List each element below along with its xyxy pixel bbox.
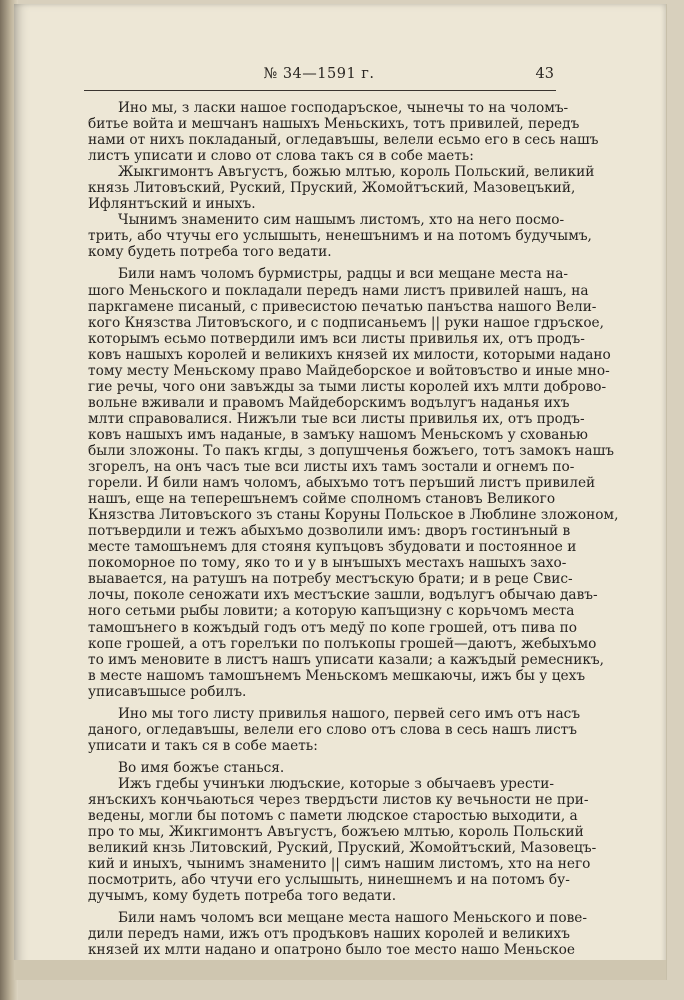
text-line: гие речы, чого они завъжды за тыми листы королей ихъ млти доброво- (88, 378, 607, 395)
text-line: дили передъ нами, ижъ отъ продъковъ наших королей и великихъ (88, 926, 570, 943)
text-line: про то мы, Жикгимонтъ Авъгустъ, божъею млтью, король Польский (88, 824, 584, 841)
text-line: нами от нихъ покладаный, огледавъшы, велели есьмо его в сесь нашъ (88, 132, 599, 149)
text-line: Ижъ гдебы учинъки людъские, которые з обычаевъ урести- (118, 775, 554, 792)
paragraph (88, 705, 581, 754)
text-line: янъскихъ кончьаються через твердъсти листов ку вечьности не при- (88, 791, 589, 808)
text-line: выавается, на ратушъ на потребу местъскую брати; и в реце Свис- (88, 571, 573, 588)
text-line: згорелъ, на онъ часъ тые вси листы ихъ тамъ зостали и огнемъ по- (88, 459, 575, 476)
text-line: Князства Литовъского зъ станы Коруны Польское в Люблине зложоном, (88, 507, 619, 524)
text-line: князей их млти надано и опатроно было тое место нашо Меньское (88, 942, 575, 959)
text-line: Жыкгимонтъ Авъгустъ, божью млтью, король Польский, великий (118, 164, 595, 181)
text-line: Били намъ чоломъ бурмистры, радцы и вси мещане места на- (118, 266, 569, 283)
text-line: великий кнзь Литовский, Руский, Пруский, Жомойтъский, Мазовецъ- (88, 840, 597, 857)
text-line: Во имя божъе станься. (118, 759, 285, 776)
text-line: то имъ меновите в листъ нашъ уписати казали; а кажъдый ремесникъ, (88, 651, 604, 668)
text-line: Били намъ чоломъ вси мещане места нашого Меньского и пове- (118, 910, 588, 927)
text-line: Ифлянтъский и иныхъ. (88, 196, 256, 213)
header-rule (84, 90, 556, 91)
paragraph (88, 212, 592, 261)
text-line: копе грошей, а отъ горелъки по полъкопы грошей—даютъ, жебыхъмо (88, 635, 597, 652)
text-line: уписавъшысе робилъ. (88, 683, 247, 700)
text-line: Ино мы того листу привилья нашого, первей сего имъ отъ насъ (118, 705, 581, 722)
text-line: битье войта и мешчанъ нашыхъ Меньскихъ, тотъ привилей, передъ (88, 116, 580, 133)
text-line: ведены, могли бы потомъ с памети людское старостью выходити, а (88, 808, 578, 825)
text-line: князь Литовъский, Руский, Пруский, Жомойтъский, Мазовецъкий, (88, 180, 576, 197)
text-line: которымъ есьмо потвердили имъ вси листы привилья их, отъ продъ- (88, 330, 585, 347)
text-line: месте тамошънемъ для стояня купъцовъ збудовати и постоянное и (88, 539, 577, 556)
text-line: вольне вживали и правомъ Майдеборскимъ водълугъ наданья ихъ (88, 394, 570, 411)
text-line: даного, огледавъшы, велели его слово отъ слова в сесь нашъ листъ (88, 721, 577, 738)
text-line: в месте нашомъ тамошънемъ Меньскомъ мешкаючы, ижъ бы у цехъ (88, 667, 586, 684)
text-line: ного сетьми рыбы ловити; а которую капъщизну с корьчомъ места (88, 603, 575, 620)
text-line: млти справовалися. Нижъли тые вси листы привилья их, отъ продъ- (88, 410, 585, 427)
paragraph (88, 164, 595, 213)
text-line: лочы, поколе сеножати ихъ местъские зашли, водълугъ обычаю давъ- (88, 587, 598, 604)
text-line: горели. И били намъ чоломъ, абыхъмо тотъ перъший листъ привилей (88, 475, 596, 492)
text-line: трить, або чтучы его услышыть, ненешънимъ и на потомъ будучымъ, (88, 228, 592, 245)
text-line: были зложоны. То пакъ кгды, з допушченья божъего, тотъ замокъ нашъ (88, 442, 614, 459)
paragraph (88, 910, 588, 959)
running-header (84, 66, 554, 88)
text-line: нашъ, еще на теперешънемъ сойме сполномъ становъ Великого (88, 491, 556, 508)
text-line: тому месту Меньскому право Майдеборское и войтовъство и иные мно- (88, 362, 610, 379)
text-line: кому будеть потреба того ведати. (88, 244, 332, 261)
text-line: посмотрить, або чтучи его услышыть, нинешнемъ и на потомъ бу- (88, 872, 570, 889)
text-line: тамошънего в кожъдый годъ отъ медў по копе грошей, отъ пива по (88, 619, 577, 636)
text-line: паркгамене писаный, с привесистою печатью панъства нашого Вели- (88, 298, 597, 315)
text-line: ковъ нашыхъ имъ наданые, в замъку нашомъ Меньскомъ у схованью (88, 426, 588, 443)
paragraph (88, 100, 599, 165)
text-line: листъ уписати и слово от слова такъ ся в собе маеть: (88, 148, 474, 165)
paragraph-gap (88, 958, 554, 964)
text-line: Чынимъ знаменито сим нашымъ листомъ, хто на него посмо- (118, 212, 565, 229)
text-line: кий и иныхъ, чынимъ знаменито || симъ нашим листомъ, хто на него (88, 856, 591, 873)
text-line: уписати и такъ ся в собе маеть: (88, 737, 318, 754)
document-body (88, 100, 619, 964)
text-line: шого Меньского и покладали передъ нами листъ привилей нашъ, на (88, 282, 589, 299)
paragraph (88, 266, 619, 700)
text-line: дучымъ, кому будеть потреба того ведати. (88, 888, 397, 905)
document-number-title: № 34—1591 г. (263, 66, 375, 82)
paragraph (88, 775, 597, 905)
text-line: потъвердили и тежъ абыхъмо дозволили имъ: дворъ гостинъный в (88, 523, 571, 540)
page-number: 43 (535, 66, 554, 82)
paragraph (88, 760, 554, 776)
text-line: покоморное по тому, яко то и у в ынъшыхъ местахъ нашыхъ захо- (88, 555, 567, 572)
text-line: ковъ нашыхъ королей и великихъ князей их милости, которыми надано (88, 346, 611, 363)
text-line: Ино мы, з ласки нашое господаръское, чынечы то на чоломъ- (118, 100, 569, 116)
text-line: кого Князства Литовъского, и с подписаньемъ || руки нашое гдръское, (88, 314, 605, 331)
